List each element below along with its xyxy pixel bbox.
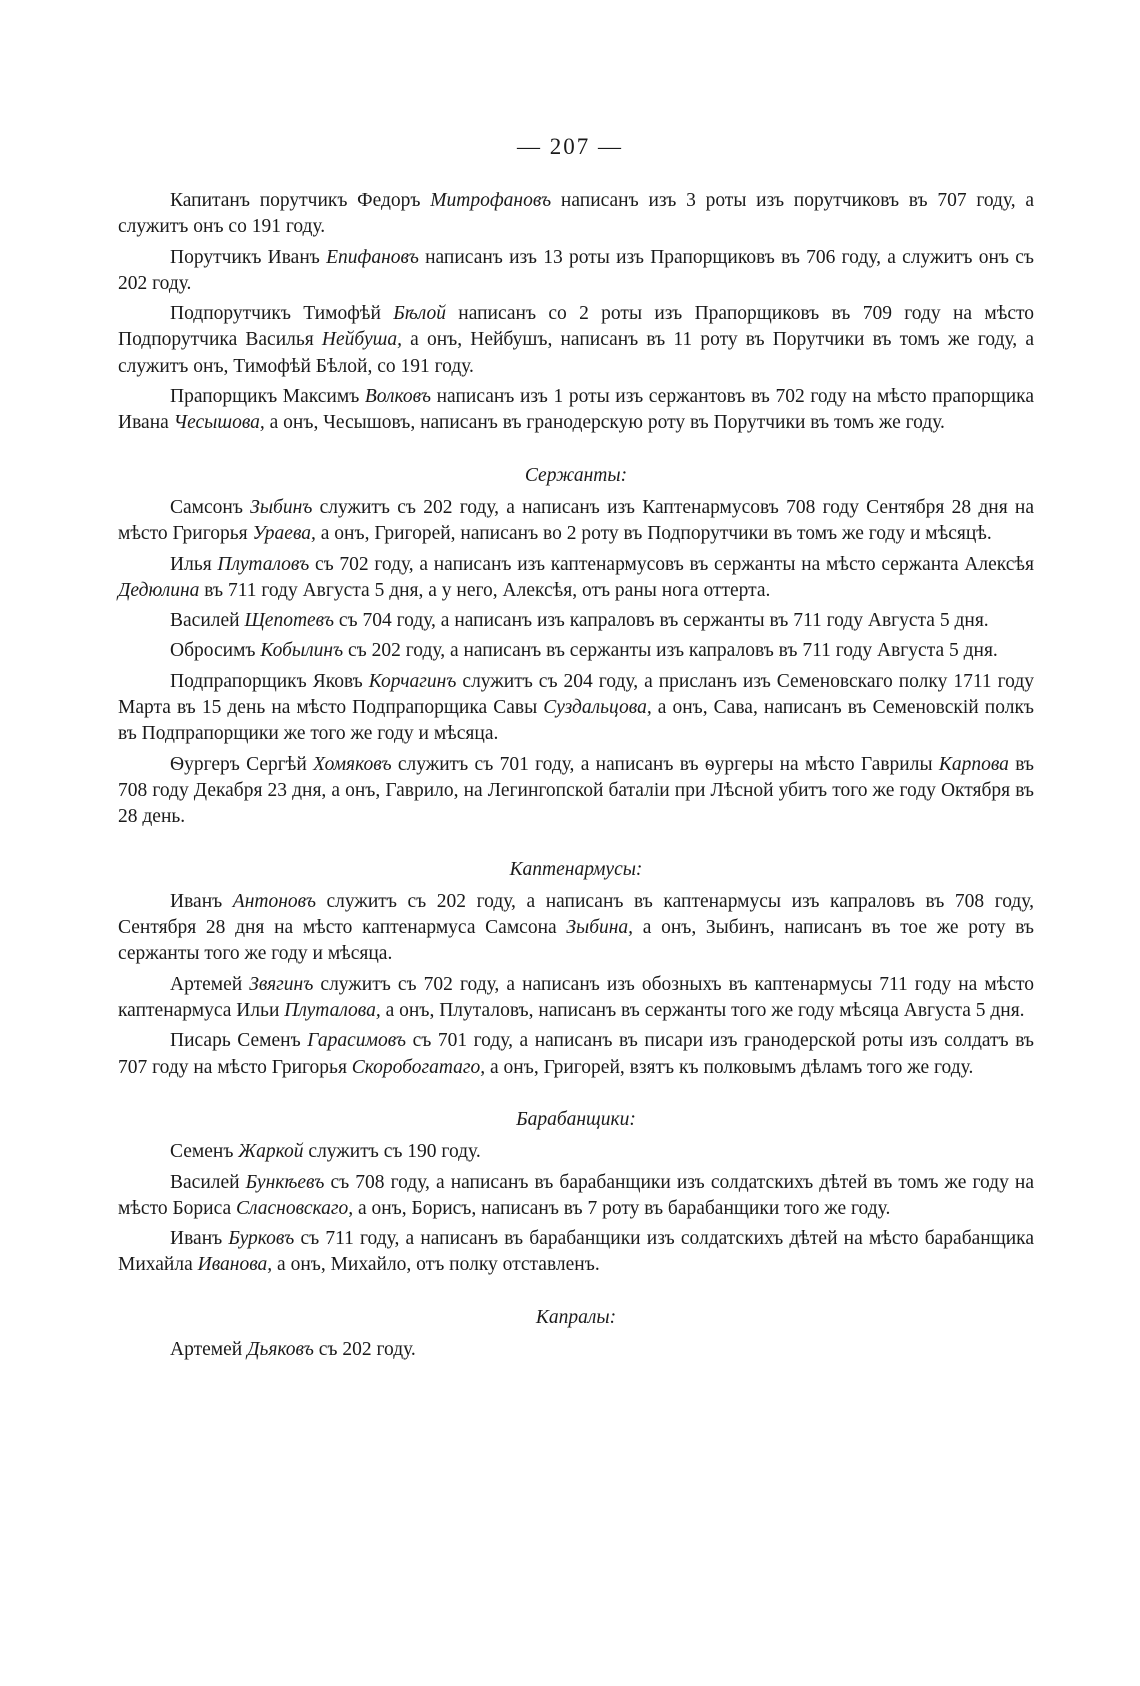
surname: Дедюлина — [118, 579, 200, 601]
paragraph — [118, 1226, 1034, 1279]
surname: Бурковъ — [228, 1228, 295, 1250]
surname: Плуталова, — [284, 1000, 381, 1022]
paragraph — [118, 1139, 1034, 1165]
paragraph — [118, 245, 1034, 298]
surname: Чесышова, — [173, 412, 265, 434]
text-run: съ 701 году, а написанъ въ писари изъ гранодерской роты изъ солдатъ въ 707 году на мѣсто Григорья — [118, 1030, 1034, 1078]
paragraph — [118, 188, 1034, 241]
paragraph — [118, 301, 1034, 380]
text-run: написанъ изъ 13 роты изъ Прапорщиковъ въ 706 году, а служитъ онъ съ 202 году. — [118, 246, 1034, 294]
text-run: служитъ съ 202 году, а написанъ въ каптенармусы изъ капраловъ въ 708 году, Сентября 28 дня на мѣсто каптенармуса Самсона — [118, 890, 1034, 939]
paragraph — [118, 1337, 1034, 1363]
text-run: а онъ, Сава, написанъ въ Семеновскій полкъ въ Подпрапорщики же того же году и мѣсяца. — [118, 697, 1035, 745]
text-run: Семенъ — [170, 1141, 239, 1163]
text-run: служитъ съ 702 году, а написанъ изъ обозныхъ въ каптенармусы 711 году на мѣсто каптенармуса Ильи — [118, 973, 1034, 1022]
section-heading: Капралы: — [535, 1306, 617, 1328]
surname: Антоновъ — [232, 890, 316, 912]
surname: Епифановъ — [326, 246, 419, 268]
surname: Карпова — [938, 753, 1009, 775]
text-run: а онъ, Плуталовъ, написанъ въ сержанты того же году мѣсяца Августа 5 дня. — [380, 1000, 1025, 1022]
text-run: служитъ съ 204 году, а присланъ изъ Семеновскаго полку 1711 году Марта въ 15 день на мѣсто Подпрапорщика Савы — [118, 670, 1034, 719]
surname: Ураева, — [252, 523, 316, 545]
surname: Волковъ — [364, 386, 432, 408]
surname: Сласновскаго, — [236, 1197, 354, 1219]
text-run: Артемей — [170, 1338, 248, 1360]
text-run: Иванъ — [170, 890, 233, 912]
surname: Звягинъ — [249, 973, 314, 995]
text-run: Самсонъ — [170, 496, 251, 518]
surname: Дьяковъ — [247, 1338, 314, 1360]
text-run: а онъ, Михайло, отъ полку отставленъ. — [272, 1254, 600, 1276]
text-run: служитъ съ 202 году, а написанъ изъ Каптенармусовъ 708 году Сентября 28 дня на мѣсто Григорья — [118, 496, 1035, 545]
text-run: служитъ съ 190 году. — [303, 1141, 481, 1163]
text-run: служитъ съ 701 году, а написанъ въ ѳургеры на мѣсто Гаврилы — [391, 753, 939, 775]
text-run: Порутчикъ Иванъ — [170, 246, 327, 268]
surname: Жаркой — [238, 1141, 304, 1163]
text-run: Артемей — [170, 973, 250, 995]
surname: Корчагинъ — [368, 670, 457, 692]
text-run: а онъ, Борисъ, написанъ въ 7 роту въ барабанщики того же году. — [353, 1197, 891, 1219]
paragraph — [118, 669, 1034, 748]
paragraph — [118, 889, 1034, 968]
text-run: а онъ, Зыбинъ, написанъ въ тое же роту въ сержанты того же году и мѣсяца. — [118, 917, 1034, 965]
text-run: Илья — [170, 553, 218, 575]
section-heading: Каптенармусы: — [509, 858, 643, 880]
text-run: Иванъ — [170, 1228, 229, 1250]
text-run: написанъ изъ 1 роты изъ сержантовъ въ 702 году на мѣсто прапорщика Ивана — [118, 386, 1034, 434]
text-run: Василей — [170, 610, 245, 632]
surname: Зыбинъ — [250, 496, 313, 518]
text-run: а онъ, Нейбушъ, написанъ въ 11 роту въ Порутчики въ томъ же году, а служитъ онъ, Тимофѣй Бѣлой, со 191 году. — [118, 329, 1034, 377]
text-run: съ 702 году, а написанъ изъ каптенармусовъ въ сержанты на мѣсто сержанта Алексѣя — [309, 553, 1034, 575]
text-run: Обросимъ — [170, 640, 261, 662]
paragraph — [118, 1028, 1034, 1081]
text-run: съ 711 году, а написанъ въ барабанщики изъ солдатскихъ дѣтей на мѣсто барабанщика Михайла — [118, 1228, 1034, 1276]
surname: Нейбуша, — [321, 329, 402, 351]
text-run: Подпорутчикъ Тимофѣй — [170, 303, 394, 325]
paragraph — [118, 752, 1034, 831]
text-run: Капитанъ порутчикъ Федоръ — [170, 190, 431, 211]
text-run: съ 708 году, а написанъ въ барабанщики изъ солдатскихъ дѣтей въ томъ же году на мѣсто Бориса — [118, 1171, 1034, 1219]
paragraph — [118, 608, 1034, 634]
paragraph — [118, 384, 1034, 437]
text-run: а онъ, Чесышовъ, написанъ въ гранодерскую роту въ Порутчики въ томъ же году. — [264, 412, 945, 434]
surname: Гарасимовъ — [307, 1030, 407, 1052]
text-run: Прапорщикъ Максимъ — [170, 386, 365, 408]
page-number: — 207 — — [517, 134, 623, 159]
paragraph — [118, 1170, 1034, 1223]
paragraph — [118, 638, 1034, 664]
text-run: съ 202 году, а написанъ въ сержанты изъ капраловъ въ 711 году Августа 5 дня. — [343, 640, 998, 662]
text-run: съ 704 году, а написанъ изъ капраловъ въ сержанты въ 711 году Августа 5 дня. — [334, 610, 989, 632]
surname: Скоробогатаго, — [351, 1056, 486, 1078]
text-run: Подпрапорщикъ Яковъ — [170, 670, 369, 692]
text-run: Василей — [170, 1171, 246, 1193]
surname: Иванова, — [197, 1254, 273, 1276]
text-run: съ 202 году. — [313, 1338, 416, 1360]
paragraph — [118, 972, 1034, 1025]
text-run: въ 708 году Декабря 23 дня, а онъ, Гаврило, на Легингопской баталіи при Лѣсной убитъ того же году Октября въ 28 день. — [118, 753, 1035, 828]
surname: Зыбина, — [566, 917, 634, 939]
surname: Бѣлой — [393, 303, 446, 325]
document-body — [118, 188, 1034, 1367]
text-run: а онъ, Григорей, взятъ къ полковымъ дѣламъ того же году. — [485, 1056, 974, 1078]
section-heading: Сержанты: — [524, 464, 628, 486]
surname: Плуталовъ — [217, 553, 310, 575]
text-run: въ 711 году Августа 5 дня, а у него, Алексѣя, отъ раны нога оттерта. — [199, 579, 771, 601]
section-heading: Барабанщики: — [516, 1108, 636, 1130]
surname: Митрофановъ — [430, 190, 552, 211]
text-run: а онъ, Григорей, написанъ во 2 роту въ Подпорутчики въ томъ же году и мѣсяцѣ. — [315, 523, 992, 545]
text-run: Ѳургеръ Сергѣй — [170, 753, 314, 775]
surname: Щепотевъ — [244, 610, 335, 632]
surname: Бункѣевъ — [245, 1171, 325, 1193]
text-run: написанъ со 2 роты изъ Прапорщиковъ въ 709 году на мѣсто Подпорутчика Василья — [118, 303, 1034, 351]
surname: Кобылинъ — [260, 640, 344, 662]
text-run: написанъ изъ 3 роты изъ порутчиковъ въ 707 году, а служитъ онъ со 191 году. — [118, 190, 1035, 238]
surname: Суздальцова, — [543, 697, 652, 719]
text-run: Писарь Семенъ — [170, 1030, 308, 1052]
paragraph — [118, 552, 1034, 605]
paragraph — [118, 495, 1034, 548]
surname: Хомяковъ — [313, 753, 392, 775]
